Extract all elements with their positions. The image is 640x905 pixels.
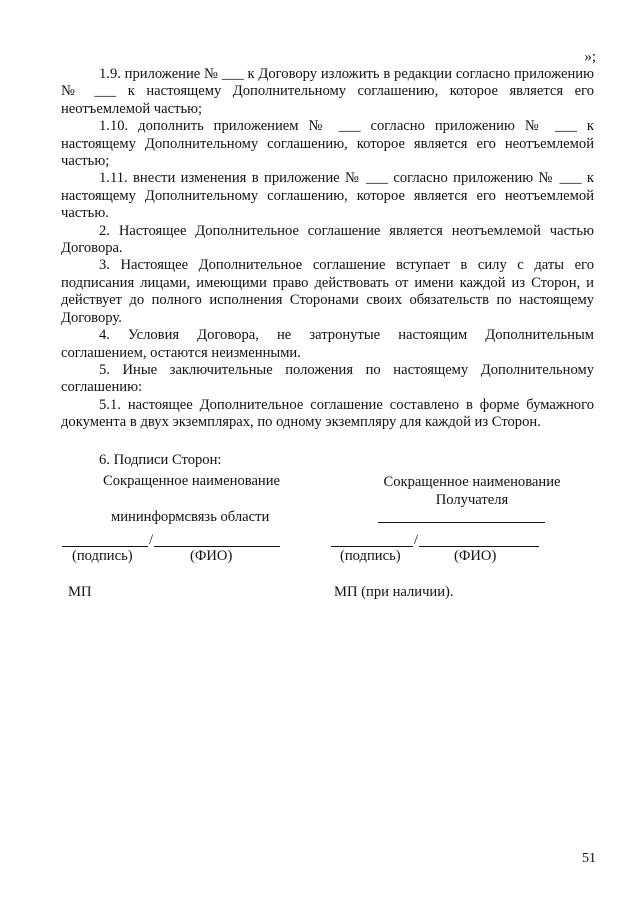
left-stamp-label: МП [68,584,92,600]
body-text [61,66,594,432]
left-sign-blank [62,532,148,547]
quote-end: »; [584,49,596,65]
right-signature-line [331,532,539,547]
left-party-org: мининформсвязь области [111,509,270,525]
page-number: 51 [582,851,596,866]
paragraph-1-9: 1.9. приложение № ___ к Договору изложить в редакции согласно приложению № ___ к настоящему Дополнительному соглашению, которое является его неотъемлемой частью; [61,66,594,117]
right-stamp-label: МП (при наличии). [334,584,454,600]
paragraph-3: 3. Настоящее Дополнительное соглашение вступает в силу с даты его подписания лицами, имеющими право действовать от имени каждой из Сторон, и действует до полного исполнения Сторонами своих обязательств по настоящему Договору. [61,257,594,326]
right-party-org-line [378,522,545,523]
paragraph-5: 5. Иные заключительные положения по настоящему Дополнительному соглашению: [61,361,594,396]
paragraph-1-10: 1.10. дополнить приложением № ___ согласно приложению № ___ к настоящему Дополнительному соглашению, которое является его неотъемлемой частью; [61,118,594,170]
right-party-title: Сокращенное наименование Получателя [383,474,561,508]
right-slash: / [414,532,419,548]
paragraph-4: 4. Условия Договора, не затронутые настоящим Дополнительным соглашением, остаются неизменными. [61,327,594,361]
left-signature-line [62,532,280,547]
left-party-title: Сокращенное наименование [103,473,281,489]
right-sign-blank [331,532,413,547]
right-sign-label: (подпись) [340,548,401,564]
paragraph-1-11: 1.11. внести изменения в приложение № ___ согласно приложению № ___ к настоящему Дополнительному соглашению, которое является его неотъемлемой частью. [61,170,594,222]
left-fio-blank [154,532,280,547]
right-fio-label: (ФИО) [454,548,497,564]
right-fio-blank [419,532,539,547]
paragraph-2: 2. Настоящее Дополнительное соглашение является неотъемлемой частью Договора. [61,222,594,257]
left-sign-label: (подпись) [72,548,133,564]
left-fio-label: (ФИО) [190,548,233,564]
signatures-heading: 6. Подписи Сторон: [99,452,222,468]
left-slash: / [149,532,154,548]
paragraph-5-1: 5.1. настоящее Дополнительное соглашение составлено в форме бумажного документа в двух экземплярах, по одному экземпляру для каждой из Сторон. [61,396,594,431]
